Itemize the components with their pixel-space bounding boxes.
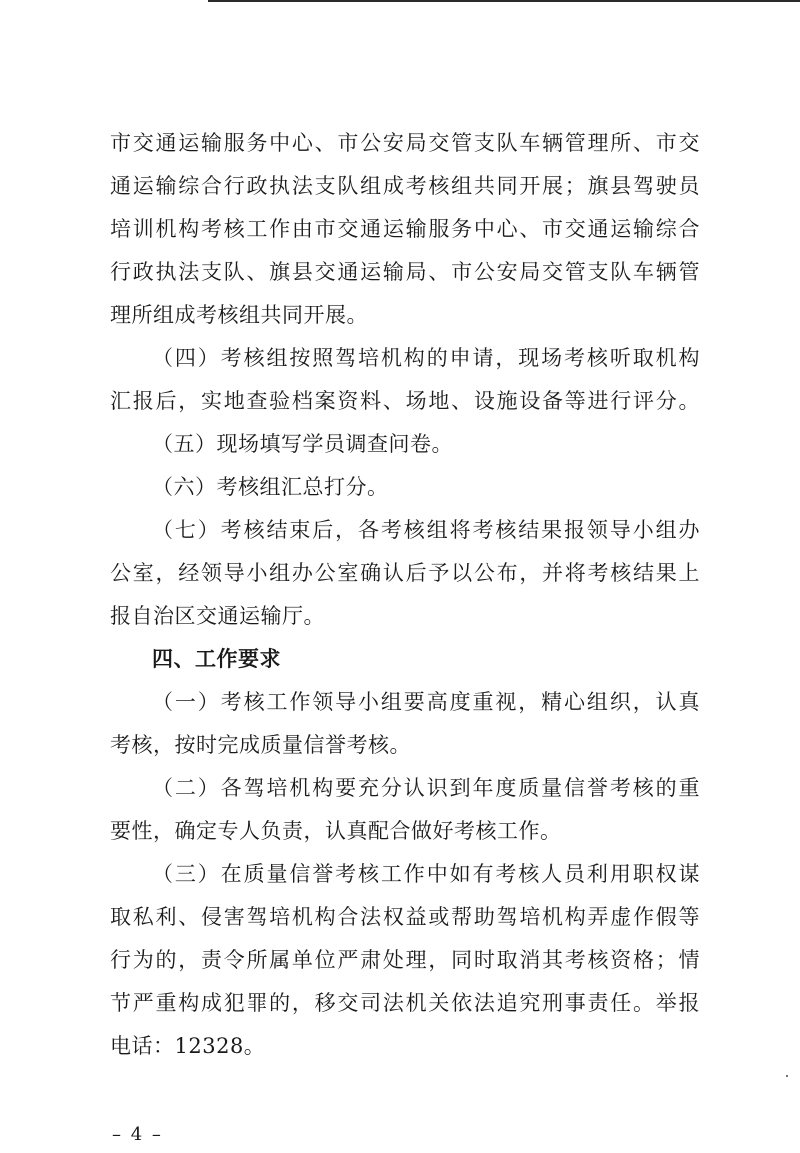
- requirement-one-start: （一）考核工作领导小组要高度重视，精心组织，认真: [152, 690, 700, 714]
- text-line: 要性，确定专人负责，认真配合做好考核工作。: [110, 819, 562, 843]
- text-line: 理所组成考核组共同开展。: [110, 303, 368, 327]
- text-line: 汇报后，实地查验档案资料、场地、设施设备等进行评分。: [110, 389, 700, 413]
- section-heading: 四、工作要求: [152, 647, 281, 671]
- text-line: 行政执法支队、旗县交通运输局、市公安局交管支队车辆管: [110, 260, 700, 284]
- text-line: 行为的，责令所属单位严肃处理，同时取消其考核资格；情: [110, 948, 700, 972]
- paragraph-four-start: （四）考核组按照驾培机构的申请，现场考核听取机构: [152, 346, 700, 370]
- text-line: 市交通运输服务中心、市公安局交管支队车辆管理所、市交: [110, 131, 700, 155]
- scan-speck: [786, 1075, 788, 1077]
- text-line: 报自治区交通运输厅。: [110, 604, 325, 628]
- text-line: 电话：12328。: [110, 1034, 266, 1058]
- requirement-three-start: （三）在质量信誉考核工作中如有考核人员利用职权谋: [152, 862, 700, 886]
- text-line: 节严重构成犯罪的，移交司法机关依法追究刑事责任。举报: [110, 991, 700, 1015]
- text-line: 考核，按时完成质量信誉考核。: [110, 733, 411, 757]
- paragraph-seven-start: （七）考核结束后，各考核组将考核结果报领导小组办: [152, 518, 700, 542]
- paragraph-six: （六）考核组汇总打分。: [152, 475, 389, 499]
- paragraph-five: （五）现场填写学员调查问卷。: [152, 432, 453, 456]
- requirement-two-start: （二）各驾培机构要充分认识到年度质量信誉考核的重: [152, 776, 700, 800]
- text-line: 通运输综合行政执法支队组成考核组共同开展；旗县驾驶员: [110, 174, 700, 198]
- text-line: 公室，经领导小组办公室确认后予以公布，并将考核结果上: [110, 561, 700, 585]
- text-line: 培训机构考核工作由市交通运输服务中心、市交通运输综合: [110, 217, 700, 241]
- page-number: – 4 –: [112, 1124, 163, 1145]
- text-line: 取私利、侵害驾培机构合法权益或帮助驾培机构弄虚作假等: [110, 905, 700, 929]
